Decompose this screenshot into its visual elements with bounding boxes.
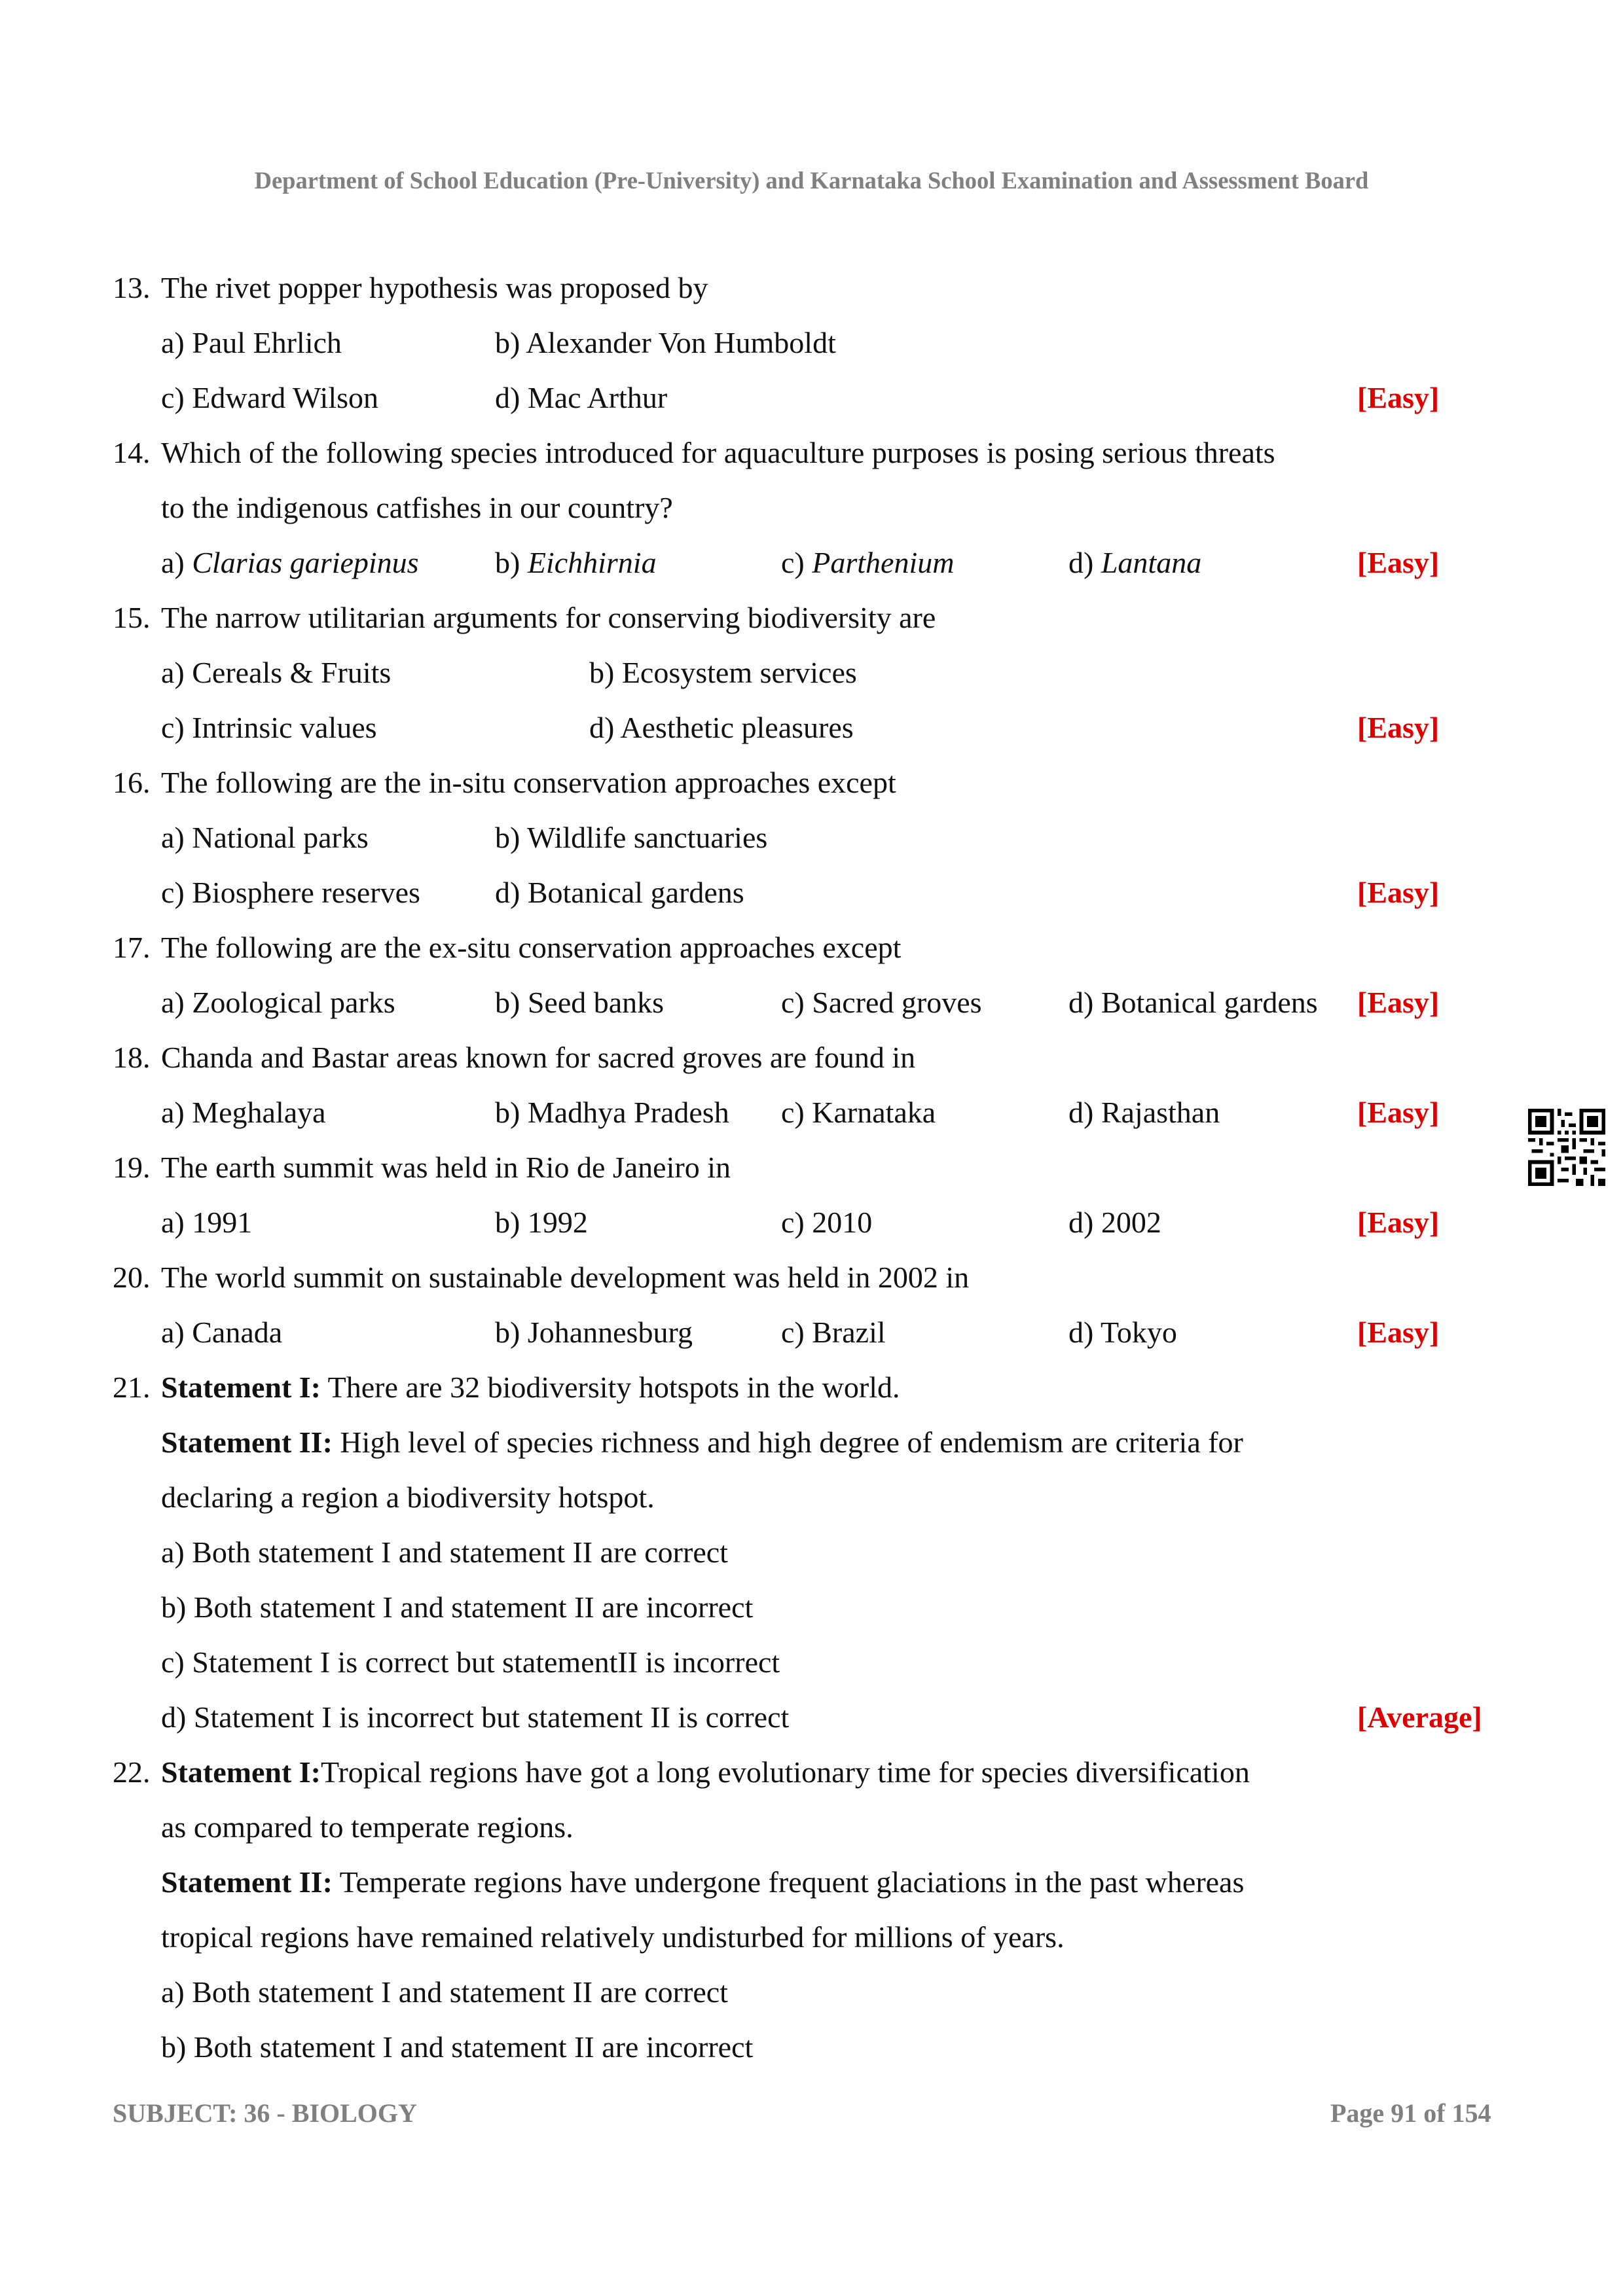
options-row (0, 370, 1623, 425)
options-row (0, 810, 1623, 865)
footer-subject: SUBJECT: 36 - BIOLOGY (113, 2098, 417, 2128)
statement-2-continued (0, 1910, 1623, 1965)
statement-2-continued (0, 1470, 1623, 1525)
statement-text: There are 32 biodiversity hotspots in the world. (321, 1371, 900, 1404)
option-prefix: c) (781, 546, 812, 579)
difficulty-label: [Easy] (1357, 381, 1440, 414)
option-c (781, 535, 954, 590)
option-a: a) Cereals & Fruits (161, 656, 392, 689)
page-header: Department of School Education (Pre-University) and Karnataka School Examination and Assessment Board (254, 167, 1369, 194)
option-b: b) Alexander Von Humboldt (495, 326, 836, 359)
difficulty-label: [Easy] (1357, 711, 1440, 744)
option-c: c) Statement I is correct but statementII is incorrect (161, 1645, 780, 1679)
statement-label: Statement I: (161, 1371, 321, 1404)
option-b: b) Madhya Pradesh (495, 1096, 729, 1129)
statement-text: Temperate regions have undergone frequent glaciations in the past whereas (332, 1865, 1245, 1899)
options-row (0, 1580, 1623, 1635)
option-a: a) National parks (161, 821, 369, 854)
question-text: The narrow utilitarian arguments for conserving biodiversity are (161, 601, 936, 634)
option-prefix: b) (495, 546, 528, 579)
option-b: b) Seed banks (495, 986, 665, 1019)
option-d: d) 2002 (1068, 1206, 1161, 1239)
question-21 (0, 1360, 1623, 1415)
options-row (0, 865, 1623, 920)
option-b: b) Both statement I and statement II are incorrect (161, 1590, 754, 1624)
option-c: c) Karnataka (781, 1096, 936, 1129)
question-13 (0, 260, 1623, 315)
footer-page-number: Page 91 of 154 (1330, 2098, 1491, 2128)
option-b: b) Johannesburg (495, 1316, 693, 1349)
option-d: d) Tokyo (1068, 1316, 1177, 1349)
statement-2 (161, 1855, 1244, 1910)
statement-text: tropical regions have remained relatively undisturbed for millions of years. (161, 1920, 1065, 1954)
option-c: c) Brazil (781, 1316, 886, 1349)
option-text: Clarias gariepinus (192, 546, 419, 579)
difficulty-label: [Easy] (1357, 876, 1440, 909)
question-15 (0, 590, 1623, 645)
question-14 (0, 425, 1623, 480)
question-number: 18. (113, 1041, 151, 1074)
option-c: c) 2010 (781, 1206, 873, 1239)
difficulty-label: [Easy] (1357, 986, 1440, 1019)
question-number: 20. (113, 1261, 151, 1294)
difficulty-label: [Average] (1357, 1700, 1482, 1734)
statement-1 (161, 1745, 1250, 1800)
option-d: d) Statement I is incorrect but statement II is correct (161, 1700, 790, 1734)
options-row (0, 700, 1623, 755)
option-c: c) Biosphere reserves (161, 876, 420, 909)
question-text: The following are the in-situ conservation approaches except (161, 766, 896, 799)
option-a: a) Both statement I and statement II are correct (161, 1975, 728, 2009)
statement-text: declaring a region a biodiversity hotspot. (161, 1480, 655, 1514)
options-row (0, 315, 1623, 370)
options-row (0, 1965, 1623, 2020)
question-list (0, 260, 1623, 2075)
option-c: c) Sacred groves (781, 986, 982, 1019)
option-a: a) Meghalaya (161, 1096, 326, 1129)
option-a: a) Both statement I and statement II are correct (161, 1535, 728, 1569)
option-c: c) Intrinsic values (161, 711, 377, 744)
options-row (0, 1690, 1623, 1745)
option-c: c) Edward Wilson (161, 381, 378, 414)
question-number: 14. (113, 436, 151, 469)
options-row (0, 1635, 1623, 1690)
question-number: 16. (113, 766, 151, 799)
question-17 (0, 920, 1623, 975)
option-a: a) Zoological parks (161, 986, 395, 1019)
difficulty-label: [Easy] (1357, 546, 1440, 579)
question-number: 21. (113, 1371, 151, 1404)
options-row (0, 1195, 1623, 1250)
difficulty-label: [Easy] (1357, 1096, 1440, 1129)
statement-1-continued (0, 1800, 1623, 1855)
question-text-continued (0, 480, 1623, 535)
option-prefix: d) (1068, 546, 1101, 579)
statement-text: High level of species richness and high degree of endemism are criteria for (332, 1426, 1243, 1459)
option-d: d) Botanical gardens (495, 876, 744, 909)
question-number: 17. (113, 931, 151, 964)
question-22 (0, 1745, 1623, 1800)
options-row (0, 645, 1623, 700)
statement-1 (161, 1360, 900, 1415)
option-text: Parthenium (812, 546, 955, 579)
question-text: The rivet popper hypothesis was proposed by (161, 271, 708, 304)
option-d: d) Botanical gardens (1068, 986, 1318, 1019)
option-b: b) 1992 (495, 1206, 588, 1239)
statement-2 (161, 1415, 1243, 1470)
option-a: a) Paul Ehrlich (161, 326, 342, 359)
question-20 (0, 1250, 1623, 1305)
option-d: d) Mac Arthur (495, 381, 668, 414)
question-number: 15. (113, 601, 151, 634)
option-b (495, 535, 657, 590)
option-text: Eichhirnia (527, 546, 657, 579)
question-18 (0, 1030, 1623, 1085)
difficulty-label: [Easy] (1357, 1316, 1440, 1349)
statement-label: Statement II: (161, 1865, 333, 1899)
question-text: Which of the following species introduced for aquaculture purposes is posing serious threats (161, 436, 1275, 469)
option-d (1068, 535, 1201, 590)
options-row (0, 2020, 1623, 2075)
option-a (161, 535, 419, 590)
question-text: The earth summit was held in Rio de Janeiro in (161, 1151, 731, 1184)
option-b: b) Wildlife sanctuaries (495, 821, 768, 854)
option-d: d) Aesthetic pleasures (589, 711, 854, 744)
option-a: a) Canada (161, 1316, 283, 1349)
statement-label: Statement I: (161, 1755, 321, 1789)
question-text: The world summit on sustainable development was held in 2002 in (161, 1261, 970, 1294)
qr-code-icon (1528, 1109, 1605, 1186)
options-row (0, 975, 1623, 1030)
question-text: to the indigenous catfishes in our country? (161, 491, 673, 524)
statement-2-row (0, 1415, 1623, 1470)
question-number: 22. (113, 1755, 151, 1789)
options-row (0, 1085, 1623, 1140)
option-text: Lantana (1101, 546, 1202, 579)
statement-text: as compared to temperate regions. (161, 1810, 574, 1844)
statement-label: Statement II: (161, 1426, 333, 1459)
option-prefix: a) (161, 546, 192, 579)
option-a: a) 1991 (161, 1206, 253, 1239)
options-row (0, 535, 1623, 590)
option-b: b) Both statement I and statement II are incorrect (161, 2030, 754, 2064)
statement-2-row (0, 1855, 1623, 1910)
options-row (0, 1305, 1623, 1360)
question-19 (0, 1140, 1623, 1195)
difficulty-label: [Easy] (1357, 1206, 1440, 1239)
question-text: The following are the ex-situ conservation approaches except (161, 931, 902, 964)
question-text: Chanda and Bastar areas known for sacred groves are found in (161, 1041, 916, 1074)
option-b: b) Ecosystem services (589, 656, 857, 689)
question-number: 13. (113, 271, 151, 304)
statement-text: Tropical regions have got a long evolutionary time for species diversification (321, 1755, 1250, 1789)
option-d: d) Rajasthan (1068, 1096, 1220, 1129)
question-number: 19. (113, 1151, 151, 1184)
options-row (0, 1525, 1623, 1580)
question-16 (0, 755, 1623, 810)
